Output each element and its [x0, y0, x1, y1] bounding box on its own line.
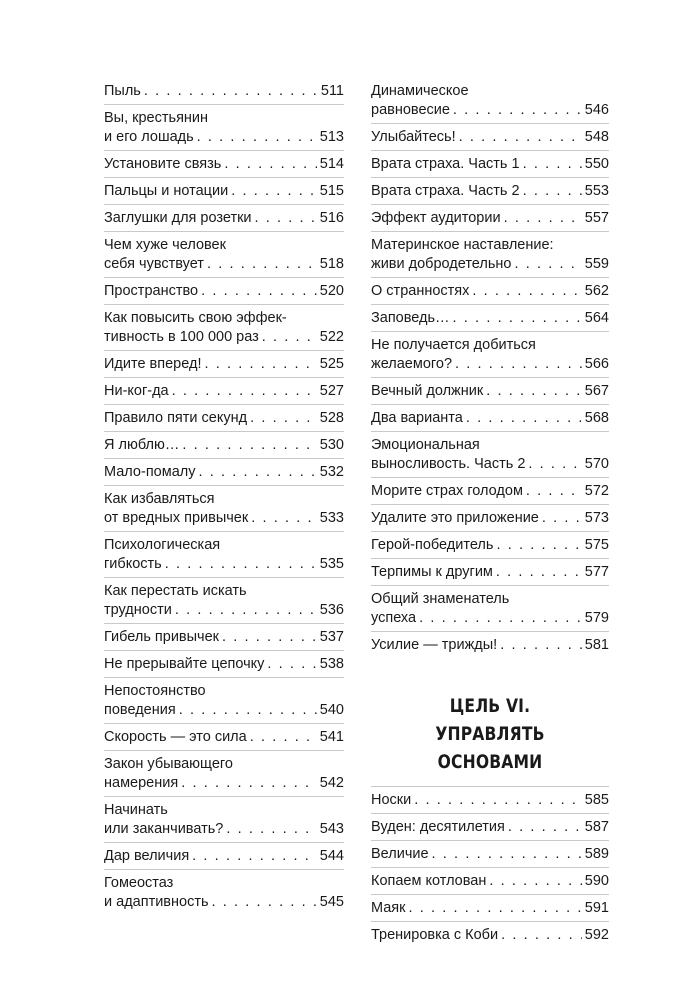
toc-entry[interactable]	[104, 232, 344, 278]
toc-entry-title: Как перестать искать	[104, 583, 247, 599]
toc-entry-title: О странностях	[371, 283, 470, 299]
toc-entry-title: Эмоциональная	[371, 437, 480, 453]
toc-entry[interactable]	[371, 505, 609, 532]
dot-leader	[542, 509, 582, 528]
toc-entry-row	[104, 555, 344, 574]
toc-entry-row	[371, 282, 609, 301]
toc-entry-page: 589	[584, 846, 609, 862]
dot-leader	[179, 701, 317, 720]
toc-entry[interactable]	[371, 814, 609, 841]
dot-leader	[172, 382, 317, 401]
toc-entry-title: Гомеостаз	[104, 875, 174, 891]
dot-leader	[523, 182, 582, 201]
toc-entry-page: 527	[319, 383, 344, 399]
toc-entry-title: гибкость	[104, 556, 162, 572]
toc-entry[interactable]	[371, 178, 609, 205]
toc-entry[interactable]	[371, 868, 609, 895]
toc-entry-row	[104, 82, 344, 101]
dot-leader	[496, 563, 582, 582]
toc-entry-row	[104, 509, 344, 528]
toc-entry[interactable]	[104, 751, 344, 797]
toc-entry-page: 564	[584, 310, 609, 326]
toc-entry-title: Чем хуже человек	[104, 237, 226, 253]
toc-entry[interactable]	[371, 405, 609, 432]
toc-entry[interactable]	[371, 632, 609, 658]
toc-entry-title: Не прерывайте цепочку	[104, 656, 265, 672]
dot-leader	[144, 82, 318, 101]
toc-entry-title: Вуден: десятилетия	[371, 819, 505, 835]
toc-entry-row	[104, 282, 344, 301]
toc-entry-title: Идите вперед!	[104, 356, 202, 372]
toc-entry-title: Носки	[371, 792, 412, 808]
toc-entry-row	[104, 601, 344, 620]
toc-entry[interactable]	[104, 432, 344, 459]
dot-leader	[198, 463, 316, 482]
toc-entry-row	[371, 101, 609, 120]
toc-entry-row	[104, 209, 344, 228]
dot-leader	[409, 899, 582, 918]
toc-entry[interactable]	[104, 105, 344, 151]
toc-entry-row	[371, 791, 609, 810]
toc-entry-page: 535	[319, 556, 344, 572]
toc-entry[interactable]	[371, 232, 609, 278]
toc-entry-title: Заглушки для розетки	[104, 210, 252, 226]
toc-entry-title: Мало-помалу	[104, 464, 196, 480]
toc-entry[interactable]	[104, 151, 344, 178]
toc-entry-row	[104, 774, 344, 793]
dot-leader	[523, 155, 582, 174]
toc-entry[interactable]	[104, 351, 344, 378]
dot-leader	[501, 926, 582, 945]
toc-entry-row	[104, 355, 344, 374]
toc-entry[interactable]	[104, 678, 344, 724]
dot-leader	[192, 847, 317, 866]
toc-entry[interactable]	[104, 578, 344, 624]
toc-entry[interactable]	[371, 841, 609, 868]
toc-entry-page: 522	[319, 329, 344, 345]
toc-entry-row	[104, 255, 344, 274]
dot-leader	[432, 845, 582, 864]
dot-leader	[453, 101, 582, 120]
toc-entry[interactable]	[104, 486, 344, 532]
dot-leader	[181, 774, 317, 793]
toc-entry-row	[371, 128, 609, 147]
toc-entry-title: намерения	[104, 775, 179, 791]
toc-entry[interactable]	[104, 305, 344, 351]
toc-entry[interactable]	[104, 405, 344, 432]
toc-entry-title: Правило пяти секунд	[104, 410, 248, 426]
toc-entry-page: 513	[319, 129, 344, 145]
dot-leader	[250, 728, 317, 747]
toc-entry-page: 553	[584, 183, 609, 199]
toc-entry-row	[371, 382, 609, 401]
toc-entry-title: желаемого?	[371, 356, 453, 372]
toc-entry-row	[371, 899, 609, 918]
toc-entry-page: 528	[319, 410, 344, 426]
toc-entry-title: Заповедь…	[371, 310, 450, 326]
toc-entry[interactable]	[371, 151, 609, 178]
toc-entry-title: Непостоянство	[104, 683, 206, 699]
toc-entry-row	[371, 482, 609, 501]
dot-leader	[496, 536, 581, 555]
toc-entry-title: Удалите это приложение	[371, 510, 539, 526]
dot-leader	[472, 282, 581, 301]
toc-entry-title: Скорость — это сила	[104, 729, 247, 745]
toc-entry-page: 579	[584, 610, 609, 626]
toc-entry-page: 538	[319, 656, 344, 672]
toc-entry-row	[371, 355, 609, 374]
toc-entry-row	[371, 872, 609, 891]
toc-entry-title: Общий знаменатель	[371, 591, 510, 607]
toc-entry-row	[371, 255, 609, 274]
toc-entry-row	[104, 847, 344, 866]
dot-leader	[419, 609, 582, 628]
toc-entry[interactable]	[104, 532, 344, 578]
toc-left-column	[104, 78, 344, 915]
toc-entry-title: Гибель привычек	[104, 629, 220, 645]
toc-entry-page: 577	[584, 564, 609, 580]
dot-leader	[508, 818, 582, 837]
toc-entry-title: и его лошадь	[104, 129, 194, 145]
section-entries	[371, 786, 609, 948]
toc-entry-row	[371, 536, 609, 555]
toc-entry-row	[371, 182, 609, 201]
toc-entry-title: Я люблю…	[104, 437, 180, 453]
toc-entry[interactable]	[371, 378, 609, 405]
toc-entry[interactable]	[104, 870, 344, 915]
toc-entry-title: Врата страха. Часть 1	[371, 156, 520, 172]
toc-entry-title: Терпимы к другим	[371, 564, 493, 580]
toc-entry-title: Установите связь	[104, 156, 222, 172]
toc-entry-page: 567	[584, 383, 609, 399]
toc-entry[interactable]	[371, 478, 609, 505]
toc-entry-title: Пространство	[104, 283, 199, 299]
toc-entry-row	[104, 409, 344, 428]
toc-entry[interactable]	[371, 586, 609, 632]
toc-entry-page: 585	[584, 792, 609, 808]
toc-entry-row	[371, 845, 609, 864]
toc-entry-page: 520	[319, 283, 344, 299]
toc-entry-title: трудности	[104, 602, 172, 618]
dot-leader	[459, 128, 582, 147]
toc-entry-title: Закон убывающего	[104, 756, 233, 772]
toc-entry-title: Два варианта	[371, 410, 463, 426]
toc-entry-page: 518	[319, 256, 344, 272]
toc-entry[interactable]	[371, 532, 609, 559]
toc-entry[interactable]	[104, 78, 344, 105]
toc-entry[interactable]	[371, 205, 609, 232]
toc-entry-title: тивность в 100 000 раз	[104, 329, 259, 345]
dot-leader	[212, 893, 317, 912]
toc-entry[interactable]	[104, 651, 344, 678]
toc-entry-title: Тренировка с Коби	[371, 927, 499, 943]
dot-leader	[262, 328, 317, 347]
toc-entry-row	[104, 701, 344, 720]
toc-entry-title: Эффект аудитории	[371, 210, 501, 226]
toc-entry[interactable]	[371, 305, 609, 332]
toc-entry-page: 566	[584, 356, 609, 372]
toc-entry-page: 511	[320, 83, 344, 99]
toc-entry-title: Динамическое	[371, 83, 469, 99]
toc-entry-page: 587	[584, 819, 609, 835]
dot-leader	[500, 636, 582, 655]
toc-entry-row	[104, 436, 344, 455]
dot-leader	[455, 355, 582, 374]
dot-leader	[486, 382, 582, 401]
toc-entry-row	[104, 182, 344, 201]
dot-leader	[226, 820, 316, 839]
toc-entry-title: Как повысить свою эффек-	[104, 310, 287, 326]
toc-entry-row	[371, 818, 609, 837]
toc-entry[interactable]	[371, 332, 609, 378]
toc-entry[interactable]	[371, 922, 609, 948]
dot-leader	[251, 509, 317, 528]
toc-entry-title: Психологическая	[104, 537, 221, 553]
toc-entry-page: 525	[319, 356, 344, 372]
dot-leader	[231, 182, 317, 201]
toc-entry-title: Ни-ког-да	[104, 383, 169, 399]
toc-entry-page: 592	[584, 927, 609, 943]
toc-entry-title: Как избавляться	[104, 491, 215, 507]
toc-entry-row	[104, 155, 344, 174]
dot-leader	[224, 155, 316, 174]
toc-entry-page: 550	[584, 156, 609, 172]
toc-entry-row	[371, 563, 609, 582]
section-title-line-1: ЦЕЛЬ VI.	[449, 695, 531, 717]
toc-entry[interactable]	[104, 724, 344, 751]
toc-right-list	[371, 78, 609, 658]
toc-entry-title: и адаптивность	[104, 894, 209, 910]
toc-entry[interactable]	[371, 895, 609, 922]
toc-entry-title: Морите страх голодом	[371, 483, 523, 499]
toc-entry-title: Материнское наставление:	[371, 237, 554, 253]
toc-entry[interactable]	[371, 278, 609, 305]
toc-entry-title: Вы, крестьянин	[104, 110, 209, 126]
toc-entry-title: Улыбайтесь!	[371, 129, 456, 145]
dot-leader	[204, 355, 316, 374]
toc-entry-title: Начинать	[104, 802, 168, 818]
toc-entry-row	[104, 328, 344, 347]
toc-entry-row	[104, 382, 344, 401]
toc-entry[interactable]	[371, 787, 609, 814]
toc-entry-row	[371, 609, 609, 628]
toc-entry-page: 590	[584, 873, 609, 889]
toc-entry[interactable]	[104, 278, 344, 305]
toc-entry-title: Величие	[371, 846, 429, 862]
toc-entry-page: 537	[319, 629, 344, 645]
toc-entry-page: 543	[319, 821, 344, 837]
toc-entry-page: 541	[319, 729, 344, 745]
toc-entry-title: поведения	[104, 702, 176, 718]
toc-entry[interactable]	[104, 843, 344, 870]
toc-entry-title: Усилие — трижды!	[371, 637, 498, 653]
toc-entry-page: 544	[319, 848, 344, 864]
toc-entry-page: 546	[584, 102, 609, 118]
toc-entry-row	[371, 209, 609, 228]
dot-leader	[466, 409, 582, 428]
toc-entry[interactable]	[371, 559, 609, 586]
toc-entry-row	[104, 463, 344, 482]
toc-entry-page: 515	[319, 183, 344, 199]
toc-entry-title: Дар величия	[104, 848, 190, 864]
toc-entry-row	[104, 820, 344, 839]
toc-entry-page: 591	[584, 900, 609, 916]
toc-entry-title: Вечный должник	[371, 383, 484, 399]
toc-entry-title: равновесие	[371, 102, 450, 118]
toc-entry-title: Врата страха. Часть 2	[371, 183, 520, 199]
toc-entry[interactable]	[104, 459, 344, 486]
dot-leader	[514, 255, 581, 274]
toc-entry-row	[371, 155, 609, 174]
dot-leader	[201, 282, 317, 301]
dot-leader	[267, 655, 316, 674]
toc-entry-page: 545	[319, 894, 344, 910]
toc-entry-page: 536	[319, 602, 344, 618]
toc-entry-page: 568	[584, 410, 609, 426]
toc-entry-title: Не получается добиться	[371, 337, 536, 353]
dot-leader	[182, 436, 316, 455]
toc-entry-page: 533	[319, 510, 344, 526]
dot-leader	[255, 209, 317, 228]
dot-leader	[165, 555, 317, 574]
toc-entry-title: Копаем котлован	[371, 873, 487, 889]
toc-entry-title: Пальцы и нотации	[104, 183, 229, 199]
dot-leader	[504, 209, 582, 228]
toc-entry[interactable]	[371, 78, 609, 124]
toc-entry-page: 581	[584, 637, 609, 653]
toc-entry-page: 540	[319, 702, 344, 718]
toc-entry-title: живи добродетельно	[371, 256, 512, 272]
toc-entry-title: Маяк	[371, 900, 406, 916]
toc-entry-page: 573	[584, 510, 609, 526]
toc-entry-page: 516	[319, 210, 344, 226]
toc-entry-title: от вредных привычек	[104, 510, 249, 526]
toc-entry-row	[104, 728, 344, 747]
toc-entry-title: Пыль	[104, 83, 141, 99]
toc-entry-title: или заканчивать?	[104, 821, 224, 837]
toc-entry-page: 572	[584, 483, 609, 499]
toc-entry[interactable]	[104, 797, 344, 843]
dot-leader	[528, 455, 581, 474]
toc-entry-page: 542	[319, 775, 344, 791]
dot-leader	[250, 409, 317, 428]
toc-entry-page: 548	[584, 129, 609, 145]
toc-entry-row	[104, 128, 344, 147]
dot-leader	[489, 872, 581, 891]
toc-entry-title: выносливость. Часть 2	[371, 456, 526, 472]
toc-entry-row	[371, 509, 609, 528]
dot-leader	[175, 601, 317, 620]
toc-entry-row	[371, 409, 609, 428]
toc-entry-page: 532	[319, 464, 344, 480]
toc-entry-title: себя чувствует	[104, 256, 204, 272]
toc-entry-page: 575	[584, 537, 609, 553]
toc-entry-page: 570	[584, 456, 609, 472]
toc-entry[interactable]	[371, 432, 609, 478]
toc-entry-row	[371, 309, 609, 328]
toc-entry-title: успеха	[371, 610, 417, 626]
dot-leader	[453, 309, 582, 328]
toc-entry-page: 530	[319, 437, 344, 453]
toc-entry[interactable]	[371, 124, 609, 151]
toc-entry-row	[104, 628, 344, 647]
toc-entry-page: 562	[584, 283, 609, 299]
toc-entry-row	[371, 926, 609, 945]
toc-entry-page: 557	[584, 210, 609, 226]
toc-entry-row	[104, 655, 344, 674]
toc-entry-row	[371, 636, 609, 655]
toc-entry[interactable]	[104, 205, 344, 232]
toc-entry[interactable]	[104, 624, 344, 651]
dot-leader	[197, 128, 317, 147]
toc-entry-page: 514	[319, 156, 344, 172]
dot-leader	[222, 628, 317, 647]
toc-entry[interactable]	[104, 178, 344, 205]
dot-leader	[207, 255, 317, 274]
toc-entry-row	[371, 455, 609, 474]
toc-right-column	[371, 78, 609, 948]
toc-entry-page: 559	[584, 256, 609, 272]
dot-leader	[526, 482, 582, 501]
section-title-line-2: УПРАВЛЯТЬ ОСНОВАМИ	[435, 723, 545, 773]
toc-entry-title: Герой-победитель	[371, 537, 494, 553]
toc-entry-row	[104, 893, 344, 912]
dot-leader	[414, 791, 582, 810]
toc-entry[interactable]	[104, 378, 344, 405]
section-heading	[392, 692, 587, 776]
